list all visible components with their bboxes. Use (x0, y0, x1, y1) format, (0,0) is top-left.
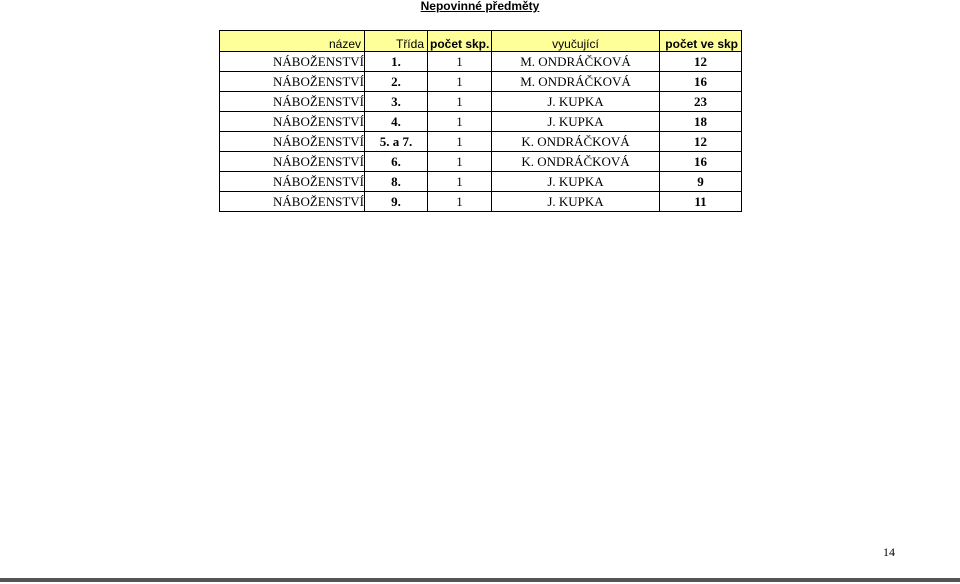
cell-vyucujici: M. ONDRÁČKOVÁ (492, 52, 660, 72)
cell-trida: 5. a 7. (365, 132, 428, 152)
page-number: 14 (883, 545, 895, 559)
cell-vyucujici: K. ONDRÁČKOVÁ (492, 132, 660, 152)
table-row (220, 52, 742, 72)
cell-pocet-skp: 1 (428, 72, 492, 92)
cell-nazev: NÁBOŽENSTVÍ (220, 112, 365, 132)
table-row (220, 192, 742, 212)
header-trida: Třída (365, 31, 428, 52)
cell-vyucujici: K. ONDRÁČKOVÁ (492, 152, 660, 172)
table-row (220, 132, 742, 152)
cell-pocet-skp: 1 (428, 52, 492, 72)
cell-nazev: NÁBOŽENSTVÍ (220, 152, 365, 172)
cell-nazev: NÁBOŽENSTVÍ (220, 192, 365, 212)
cell-pocet-skp: 1 (428, 192, 492, 212)
header-nazev: název (220, 31, 365, 52)
table-row (220, 172, 742, 192)
table-header-row (220, 31, 742, 52)
cell-pocet-ve-skp: 9 (660, 172, 742, 192)
bottom-divider (0, 578, 960, 582)
cell-pocet-ve-skp: 23 (660, 92, 742, 112)
cell-vyucujici: J. KUPKA (492, 92, 660, 112)
subjects-table (219, 30, 742, 212)
header-pocet-ve-skp: počet ve skp (660, 31, 742, 52)
cell-pocet-skp: 1 (428, 92, 492, 112)
cell-pocet-ve-skp: 12 (660, 132, 742, 152)
cell-vyucujici: J. KUPKA (492, 112, 660, 132)
cell-pocet-skp: 1 (428, 152, 492, 172)
page-title: Nepovinné předměty (420, 0, 540, 13)
cell-trida: 2. (365, 72, 428, 92)
cell-vyucujici: M. ONDRÁČKOVÁ (492, 72, 660, 92)
header-vyucujici: vyučující (492, 31, 660, 52)
cell-pocet-ve-skp: 16 (660, 72, 742, 92)
header-pocet-skp: počet skp. (428, 31, 492, 52)
table-row (220, 72, 742, 92)
cell-nazev: NÁBOŽENSTVÍ (220, 72, 365, 92)
cell-nazev: NÁBOŽENSTVÍ (220, 132, 365, 152)
cell-pocet-skp: 1 (428, 112, 492, 132)
cell-trida: 4. (365, 112, 428, 132)
cell-nazev: NÁBOŽENSTVÍ (220, 52, 365, 72)
cell-trida: 8. (365, 172, 428, 192)
cell-trida: 6. (365, 152, 428, 172)
table-row (220, 152, 742, 172)
cell-vyucujici: J. KUPKA (492, 192, 660, 212)
cell-trida: 1. (365, 52, 428, 72)
cell-pocet-ve-skp: 18 (660, 112, 742, 132)
cell-pocet-ve-skp: 16 (660, 152, 742, 172)
cell-pocet-ve-skp: 12 (660, 52, 742, 72)
cell-pocet-ve-skp: 11 (660, 192, 742, 212)
cell-vyucujici: J. KUPKA (492, 172, 660, 192)
cell-trida: 9. (365, 192, 428, 212)
table-row (220, 92, 742, 112)
cell-pocet-skp: 1 (428, 132, 492, 152)
cell-nazev: NÁBOŽENSTVÍ (220, 172, 365, 192)
table-row (220, 112, 742, 132)
cell-nazev: NÁBOŽENSTVÍ (220, 92, 365, 112)
cell-pocet-skp: 1 (428, 172, 492, 192)
cell-trida: 3. (365, 92, 428, 112)
